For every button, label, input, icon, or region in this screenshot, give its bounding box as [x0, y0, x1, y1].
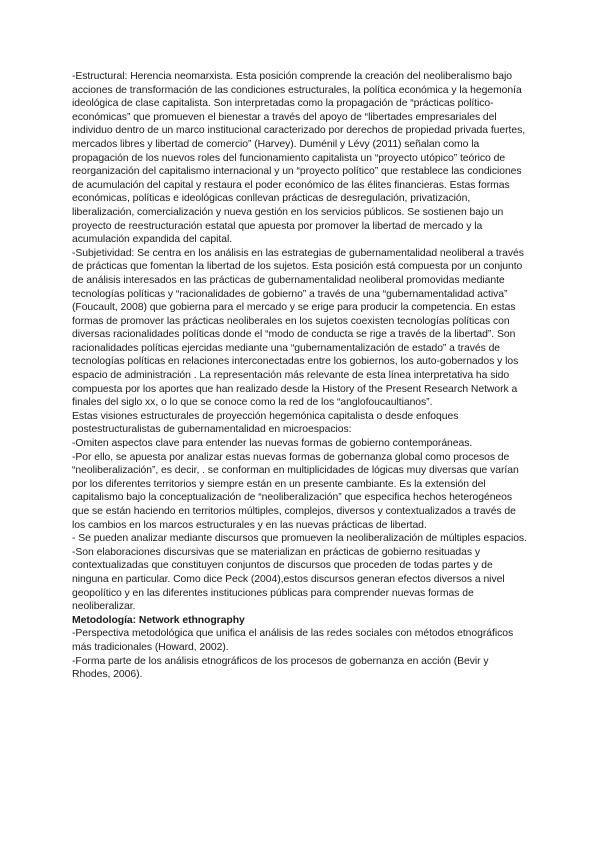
paragraph-subjetividad: -Subjetividad: Se centra en los análisis en las estrategias de gubernamentalidad neoliberal a través de prácticas que fomentan la libertad de los sujetos. Esta posición está compuesta por un conjunto de análisis interesados en las prácticas de gubernamentalidad neoliberal promovidas mediante tecnologías políticas y “racionalidades de gobierno” a través de una “gubernamentalidad activa” (Foucault, 2008) que gobierna para el mercado y se erige para producir la competencia. En estas formas de promover las prácticas neoliberales en los sujetos coexisten tecnologías políticas con diversas racionalidades políticas donde el “modo de conducta se rige a través de la libertad”. Son racionalidades políticas ejercidas mediante una “gubernamentalización de estado” a través de tecnologías políticas en relaciones interconectadas entre los gobiernos, los auto-gobernados y los espacio de administración . La representación más relevante de esta línea interpretativa ha sido compuesta por los aportes que han realizado desde la History of the Present Research Network a finales del siglo xx, o lo que se conoce como la red de los “anglofoucaultianos”. [72, 247, 524, 409]
paragraph-visiones: Estas visiones estructurales de proyección hegemónica capitalista o desde enfoques postestructuralistas de gubernamentalidad en microespacios: [72, 410, 459, 436]
paragraph-forma-parte: -Forma parte de los análisis etnográficos de los procesos de gobernanza en acción (Bevir y Rhodes, 2006). [72, 655, 489, 681]
paragraph-estructural: -Estructural: Herencia neomarxista. Esta posición comprende la creación del neoliberalismo bajo acciones de transformación de las condiciones estructurales, la política económica y la hegemonía ideológica de clase capitalista. Son interpretadas como la propagación de “prácticas político-económicas” que promueven el bienestar a través del apoyo de “libertades empresariales del individuo dentro de un marco institucional caracterizado por derechos de propiedad privada fuertes, mercados libres y libertad de comercio” (Harvey). Duménil y Lévy (2011) señalan como la propagación de los nuevos roles del funcionamiento capitalista un “proyecto utópico” teórico de reorganización del capitalismo internacional y un “proyecto político” que restablece las condiciones de acumulación del capital y restaura el poder económico de las élites financieras. Estas formas económicas, políticas e ideológicas conllevan prácticas de desregulación, privatización, liberalización, comercialización y nueva gestión en los servicios públicos. Se sostienen bajo un proyecto de reestructuración estatal que apuesta por promover la libertad de mercado y la acumulación expandida del capital. [72, 71, 526, 246]
paragraph-elaboraciones: -Son elaboraciones discursivas que se materializan en prácticas de gobierno resituadas y contextualizadas que constituyen conjuntos de discursos que proceden de todas partes y de ninguna en particular. Como dice Peck (2004),estos discursos generan efectos diversos a nivel geopolítico y en las diferentes instituciones públicas para comprender nuevas formas de neoliberalizar. [72, 546, 505, 613]
paragraph-neoliberalizacion: -Por ello, se apuesta por analizar estas nuevas formas de gobernanza global como procesos de “neoliberalización”, es decir, . se conforman en multiplicidades de lógicas muy diversas que varían por los diferentes territorios y siempre están en un presente cambiante. Es la extensión del capitalismo bajo la conceptualización de “neoliberalización” que especifica hechos heterogéneos que se están haciendo en territorios múltiples, complejos, diversos y contextualizados a través de los cambios en los marcos estructurales y en las nuevas prácticas de libertad. [72, 451, 519, 531]
section-heading-metodologia: Metodología: Network ethnography [72, 614, 245, 626]
paragraph-perspectiva: -Perspectiva metodológica que unifica el análisis de las redes sociales con métodos etnográficos más tradicionales (Howard, 2002). [72, 628, 514, 653]
document-page [72, 70, 527, 682]
paragraph-omiten: -Omiten aspectos clave para entender las nuevas formas de gobierno contemporáneas. [72, 438, 473, 450]
paragraph-discursos: - Se pueden analizar mediante discursos que promueven la neoliberalización de múltiples espacios. [72, 533, 527, 545]
